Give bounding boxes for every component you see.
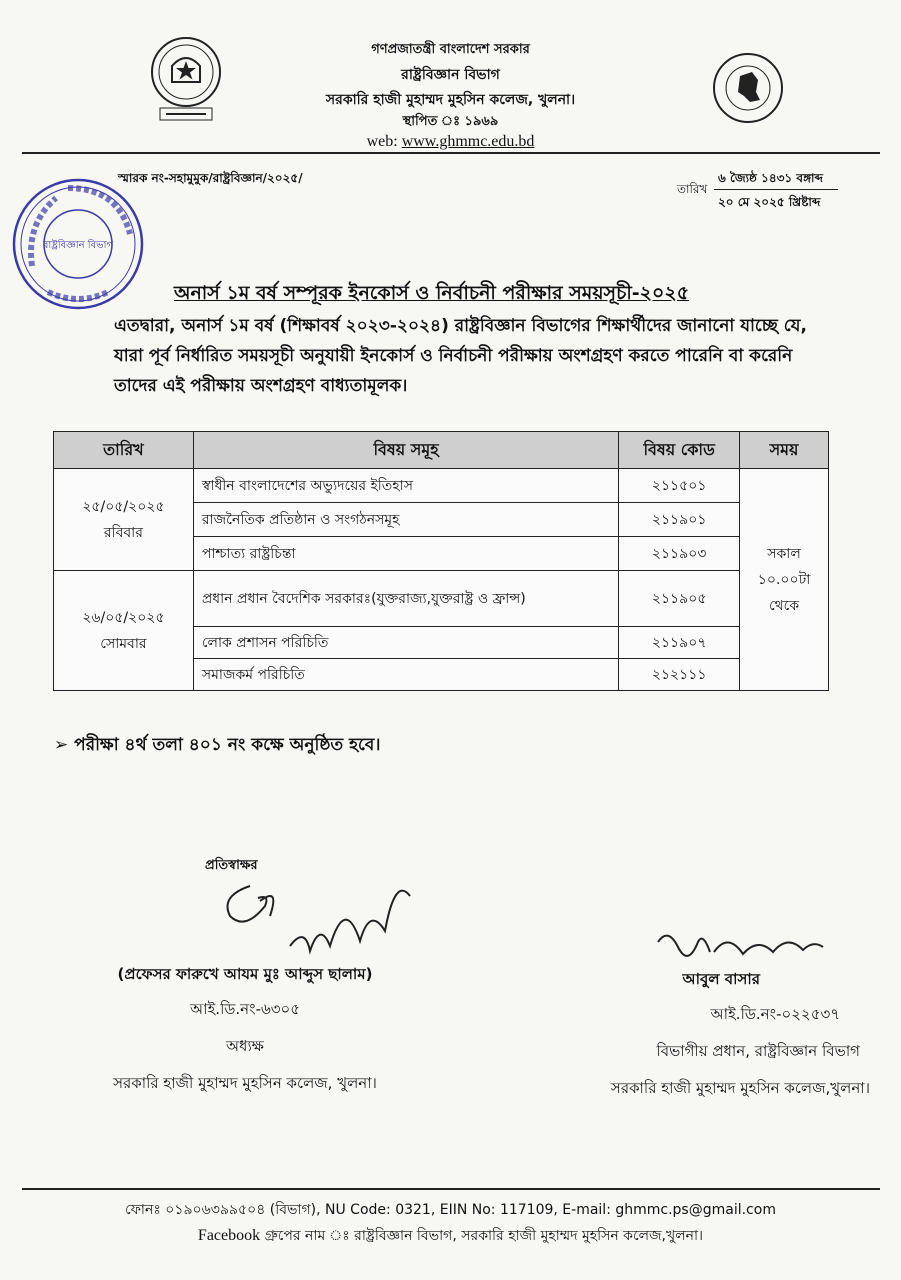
exam-schedule-table: [53, 431, 829, 691]
footer-facebook: [0, 1224, 901, 1248]
subject-cell: পাশ্চাত্য রাষ্ট্রচিন্তা: [193, 537, 618, 571]
footer-divider: [22, 1188, 880, 1190]
exam-date: ২৬/০৫/২০২৫: [82, 609, 165, 626]
exam-day: রবিবার: [103, 524, 143, 541]
time-line: সকাল: [767, 545, 801, 562]
established-year: স্থাপিত ঃ ১৯৬৯: [402, 114, 499, 129]
department-name: রাষ্ট্রবিজ্ঞান বিভাগ: [401, 67, 500, 83]
code-cell: ২১১৯০৭: [619, 627, 740, 659]
code-cell: ২১১৫০১: [619, 469, 740, 503]
code-cell: ২১২১১১: [619, 659, 740, 691]
exam-date: ২৫/০৫/২০২৫: [82, 498, 165, 515]
subject-cell: স্বাধীন বাংলাদেশের অভ্যুদয়ের ইতিহাস: [193, 469, 618, 503]
government-name: গণপ্রজাতন্ত্রী বাংলাদেশ সরকার: [371, 42, 530, 57]
countersign-label: প্রতিস্বাক্ষর: [205, 858, 258, 873]
arrow-icon: ➢: [54, 735, 75, 755]
header-date: তারিখ: [54, 432, 194, 469]
date-cell: [54, 469, 194, 571]
date-cell: [54, 571, 194, 691]
memo-number: স্মারক নং-সহামুমুক/রাষ্ট্রবিজ্ঞান/২০২৫/: [118, 171, 303, 185]
notice-body: এতদ্বারা, অনার্স ১ম বর্ষ (শিক্ষাবর্ষ ২০২৩-২০২৪) রাষ্ট্রবিজ্ঞান বিভাগের শিক্ষার্থীদের জানানো যাচ্ছে যে, যারা পূর্ব নির্ধারিত সময়সূচী অনুযায়ী ইনকোর্স ও নির্বাচনী পরীক্ষায় অংশগ্রহণ করতে পারেনি বা করেনি তাদের এই পরীক্ষায় অংশগ্রহণ বাধ্যতামূলক।: [114, 316, 807, 396]
department-stamp: [8, 174, 148, 314]
website-link[interactable]: www.ghmmc.edu.bd: [401, 133, 535, 150]
date-gregorian: ২০ মে ২০২৫ খ্রিষ্টাব্দ: [718, 195, 821, 209]
stamp-text: রাষ্ট্রবিজ্ঞান বিভাগ: [42, 240, 114, 251]
college-name: সরকারি হাজী মুহাম্মদ মুহসিন কলেজ, খুলনা।: [325, 92, 576, 108]
facebook-group: গ্রুপের নাম ঃ রাষ্ট্রবিজ্ঞান বিভাগ, সরকারি হাজী মুহাম্মদ মুহসিন কলেজ,খুলনা।: [260, 1228, 704, 1244]
principal-name: (প্রফেসর ফারুখে আযম মুঃ আব্দুস ছালাম): [117, 965, 373, 983]
principal-college: সরকারি হাজী মুহাম্মদ মুহসিন কলেজ, খুলনা।: [113, 1074, 377, 1092]
code-cell: ২১১৯০৩: [619, 537, 740, 571]
subject-cell: সমাজকর্ম পরিচিতি: [193, 659, 618, 691]
facebook-label: Facebook: [197, 1227, 261, 1244]
note-text: পরীক্ষা ৪র্থ তলা ৪০১ নং কক্ষে অনুষ্ঠিত হবে।: [74, 735, 381, 755]
header-code: বিষয় কোড: [619, 432, 740, 469]
footer-contact: ফোনঃ ০১৯০৬৩৯৯৫০৪ (বিভাগ), NU Code: 0321, EIIN No: 117109, E-mail: ghmmc.ps@gmail.com: [125, 1202, 776, 1218]
date-bangla: ৬ জ্যৈষ্ঠ ১৪৩১ বঙ্গাব্দ: [718, 171, 823, 185]
header-divider: [22, 152, 880, 154]
subject-cell: লোক প্রশাসন পরিচিতি: [193, 627, 618, 659]
head-name: আবুল বাসার: [682, 970, 760, 988]
header-time: সময়: [740, 432, 829, 469]
table-row: [54, 469, 829, 503]
head-block: [540, 968, 870, 1114]
exam-room-note: [54, 732, 380, 760]
code-cell: ২১১৯০৫: [619, 571, 740, 627]
table-header-row: [54, 432, 829, 469]
subject-cell: রাজনৈতিক প্রতিষ্ঠান ও সংগঠনসমূহ: [193, 503, 618, 537]
date-divider: [714, 189, 838, 190]
principal-block: [60, 963, 430, 1109]
principal-id: আই.ডি.নং-৬৩০৫: [190, 1000, 300, 1018]
header-subjects: বিষয় সমূহ: [193, 432, 618, 469]
date-label: তারিখ: [677, 182, 708, 196]
principal-designation: অধ্যক্ষ: [226, 1037, 264, 1055]
time-line: থেকে: [768, 597, 800, 614]
principal-signature: [210, 856, 430, 976]
head-designation: বিভাগীয় প্রধান, রাষ্ট্রবিজ্ঞান বিভাগ: [656, 1042, 860, 1060]
website-line: [0, 133, 901, 151]
head-id: আই.ডি.নং-০২২৫৩৭: [710, 1005, 840, 1023]
time-cell: [740, 469, 829, 691]
subject-cell: প্রধান প্রধান বৈদেশিক সরকারঃ(যুক্তরাজ্য,যুক্তরাষ্ট্র ও ফ্রান্স): [193, 571, 618, 627]
table-row: [54, 571, 829, 627]
exam-day: সোমবার: [100, 635, 147, 652]
time-line: ১০.০০টা: [757, 571, 811, 588]
head-college: সরকারি হাজী মুহাম্মদ মুহসিন কলেজ,খুলনা।: [610, 1079, 870, 1097]
web-label: web:: [366, 133, 398, 150]
code-cell: ২১১৯০১: [619, 503, 740, 537]
notice-title: অনার্স ১ম বর্ষ সম্পূরক ইনকোর্স ও নির্বাচনী পরীক্ষার সময়সূচী-২০২৫: [174, 282, 690, 304]
